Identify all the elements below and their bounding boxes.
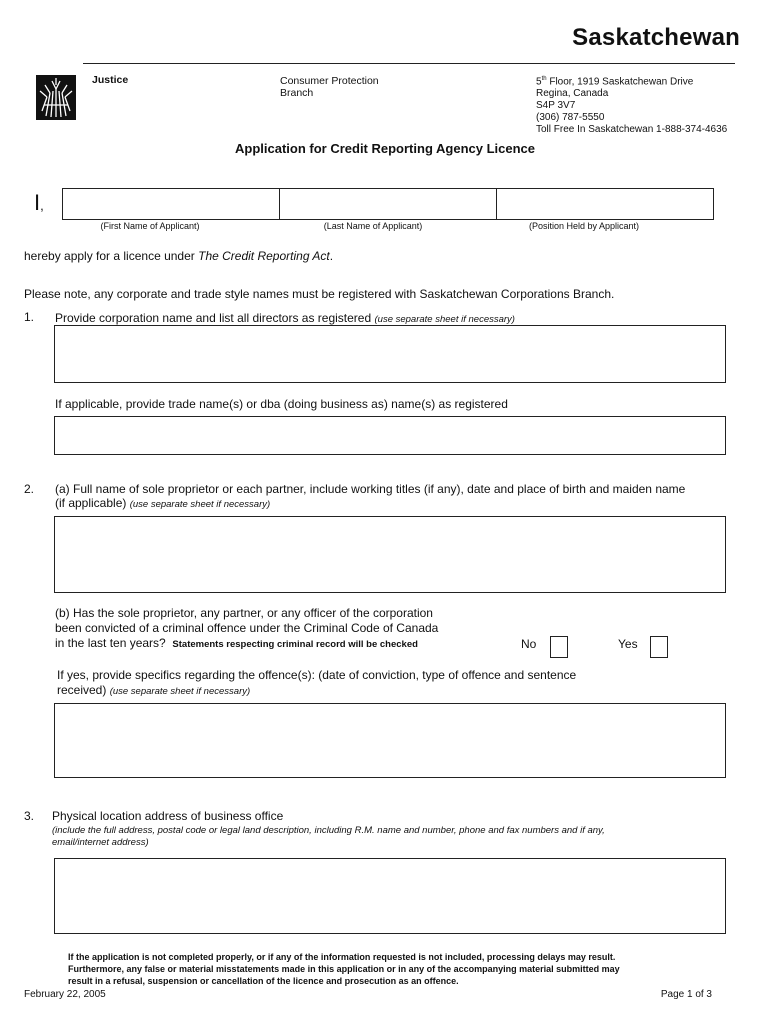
- q3-number: 3.: [24, 809, 35, 823]
- trade-name-field[interactable]: [54, 416, 726, 455]
- last-name-label: (Last Name of Applicant): [323, 221, 423, 231]
- page-number: Page 1 of 3: [660, 989, 712, 1000]
- registration-note: Please note, any corporate and trade style names must be registered with Saskatchewan Corporations Branch.: [24, 287, 615, 301]
- offence-specifics-question: If yes, provide specifics regarding the offence(s): (date of conviction, type of offence and sentence received) (use separate sheet if necessary): [57, 668, 577, 697]
- department-name: Justice: [92, 74, 129, 86]
- q2-number: 2.: [24, 482, 35, 496]
- footer-warning: If the application is not completed properly, or if any of the information requested is not included, processing delays may result. Furthermore, any false or material misstatements made in this application or in any of the accompanying material submitted may result in a refusal, suspension or cancellation of the licence and prosecution as an offence.: [68, 952, 620, 986]
- first-name-label: (First Name of Applicant): [100, 221, 200, 231]
- proprietor-partners-field[interactable]: [54, 516, 726, 593]
- q2b-question: (b) Has the sole proprietor, any partner, or any officer of the corporation been convicted of a criminal offence under the Criminal Code of Canada in the last ten years? Statements respecting criminal record will be checked: [55, 606, 439, 650]
- q3-note: (include the full address, postal code or legal land description, including R.M. name and number, phone and fax numbers and if any, email/internet address): [52, 825, 605, 848]
- no-checkbox[interactable]: [550, 636, 568, 658]
- trade-name-question: If applicable, provide trade name(s) or dba (doing business as) name(s) as registered: [55, 397, 508, 411]
- branch-name: Consumer Protection Branch: [280, 75, 379, 99]
- applicant-prefix: I,: [34, 190, 44, 215]
- first-name-field[interactable]: [62, 188, 280, 220]
- wheat-sheaf-icon: [36, 75, 76, 120]
- q2a-question: (a) Full name of sole proprietor or each partner, include working titles (if any), date and place of birth and maiden name (if applicable) (use separate sheet if necessary): [55, 482, 686, 510]
- business-address-field[interactable]: [54, 858, 726, 934]
- no-label: No: [521, 637, 537, 651]
- corporation-directors-field[interactable]: [54, 325, 726, 383]
- q1-question: Provide corporation name and list all directors as registered (use separate sheet if necessary): [55, 311, 515, 325]
- apply-statement: hereby apply for a licence under The Credit Reporting Act.: [24, 249, 334, 263]
- position-label: (Position Held by Applicant): [528, 221, 640, 231]
- yes-label: Yes: [618, 637, 638, 651]
- q1-number: 1.: [24, 310, 35, 324]
- brand-name: Saskatchewan: [572, 24, 740, 51]
- offence-specifics-field[interactable]: [54, 703, 726, 778]
- form-date: February 22, 2005: [24, 989, 106, 1000]
- office-address: 5th Floor, 1919 Saskatchewan Drive Regina, Canada S4P 3V7 (306) 787-5550 Toll Free In Saskatchewan 1-888-374-4636: [536, 76, 728, 136]
- header-rule: [83, 63, 735, 64]
- last-name-field[interactable]: [279, 188, 497, 220]
- position-field[interactable]: [496, 188, 714, 220]
- form-title: Application for Credit Reporting Agency Licence: [235, 141, 535, 156]
- yes-checkbox[interactable]: [650, 636, 668, 658]
- q3-question: Physical location address of business office: [52, 809, 284, 823]
